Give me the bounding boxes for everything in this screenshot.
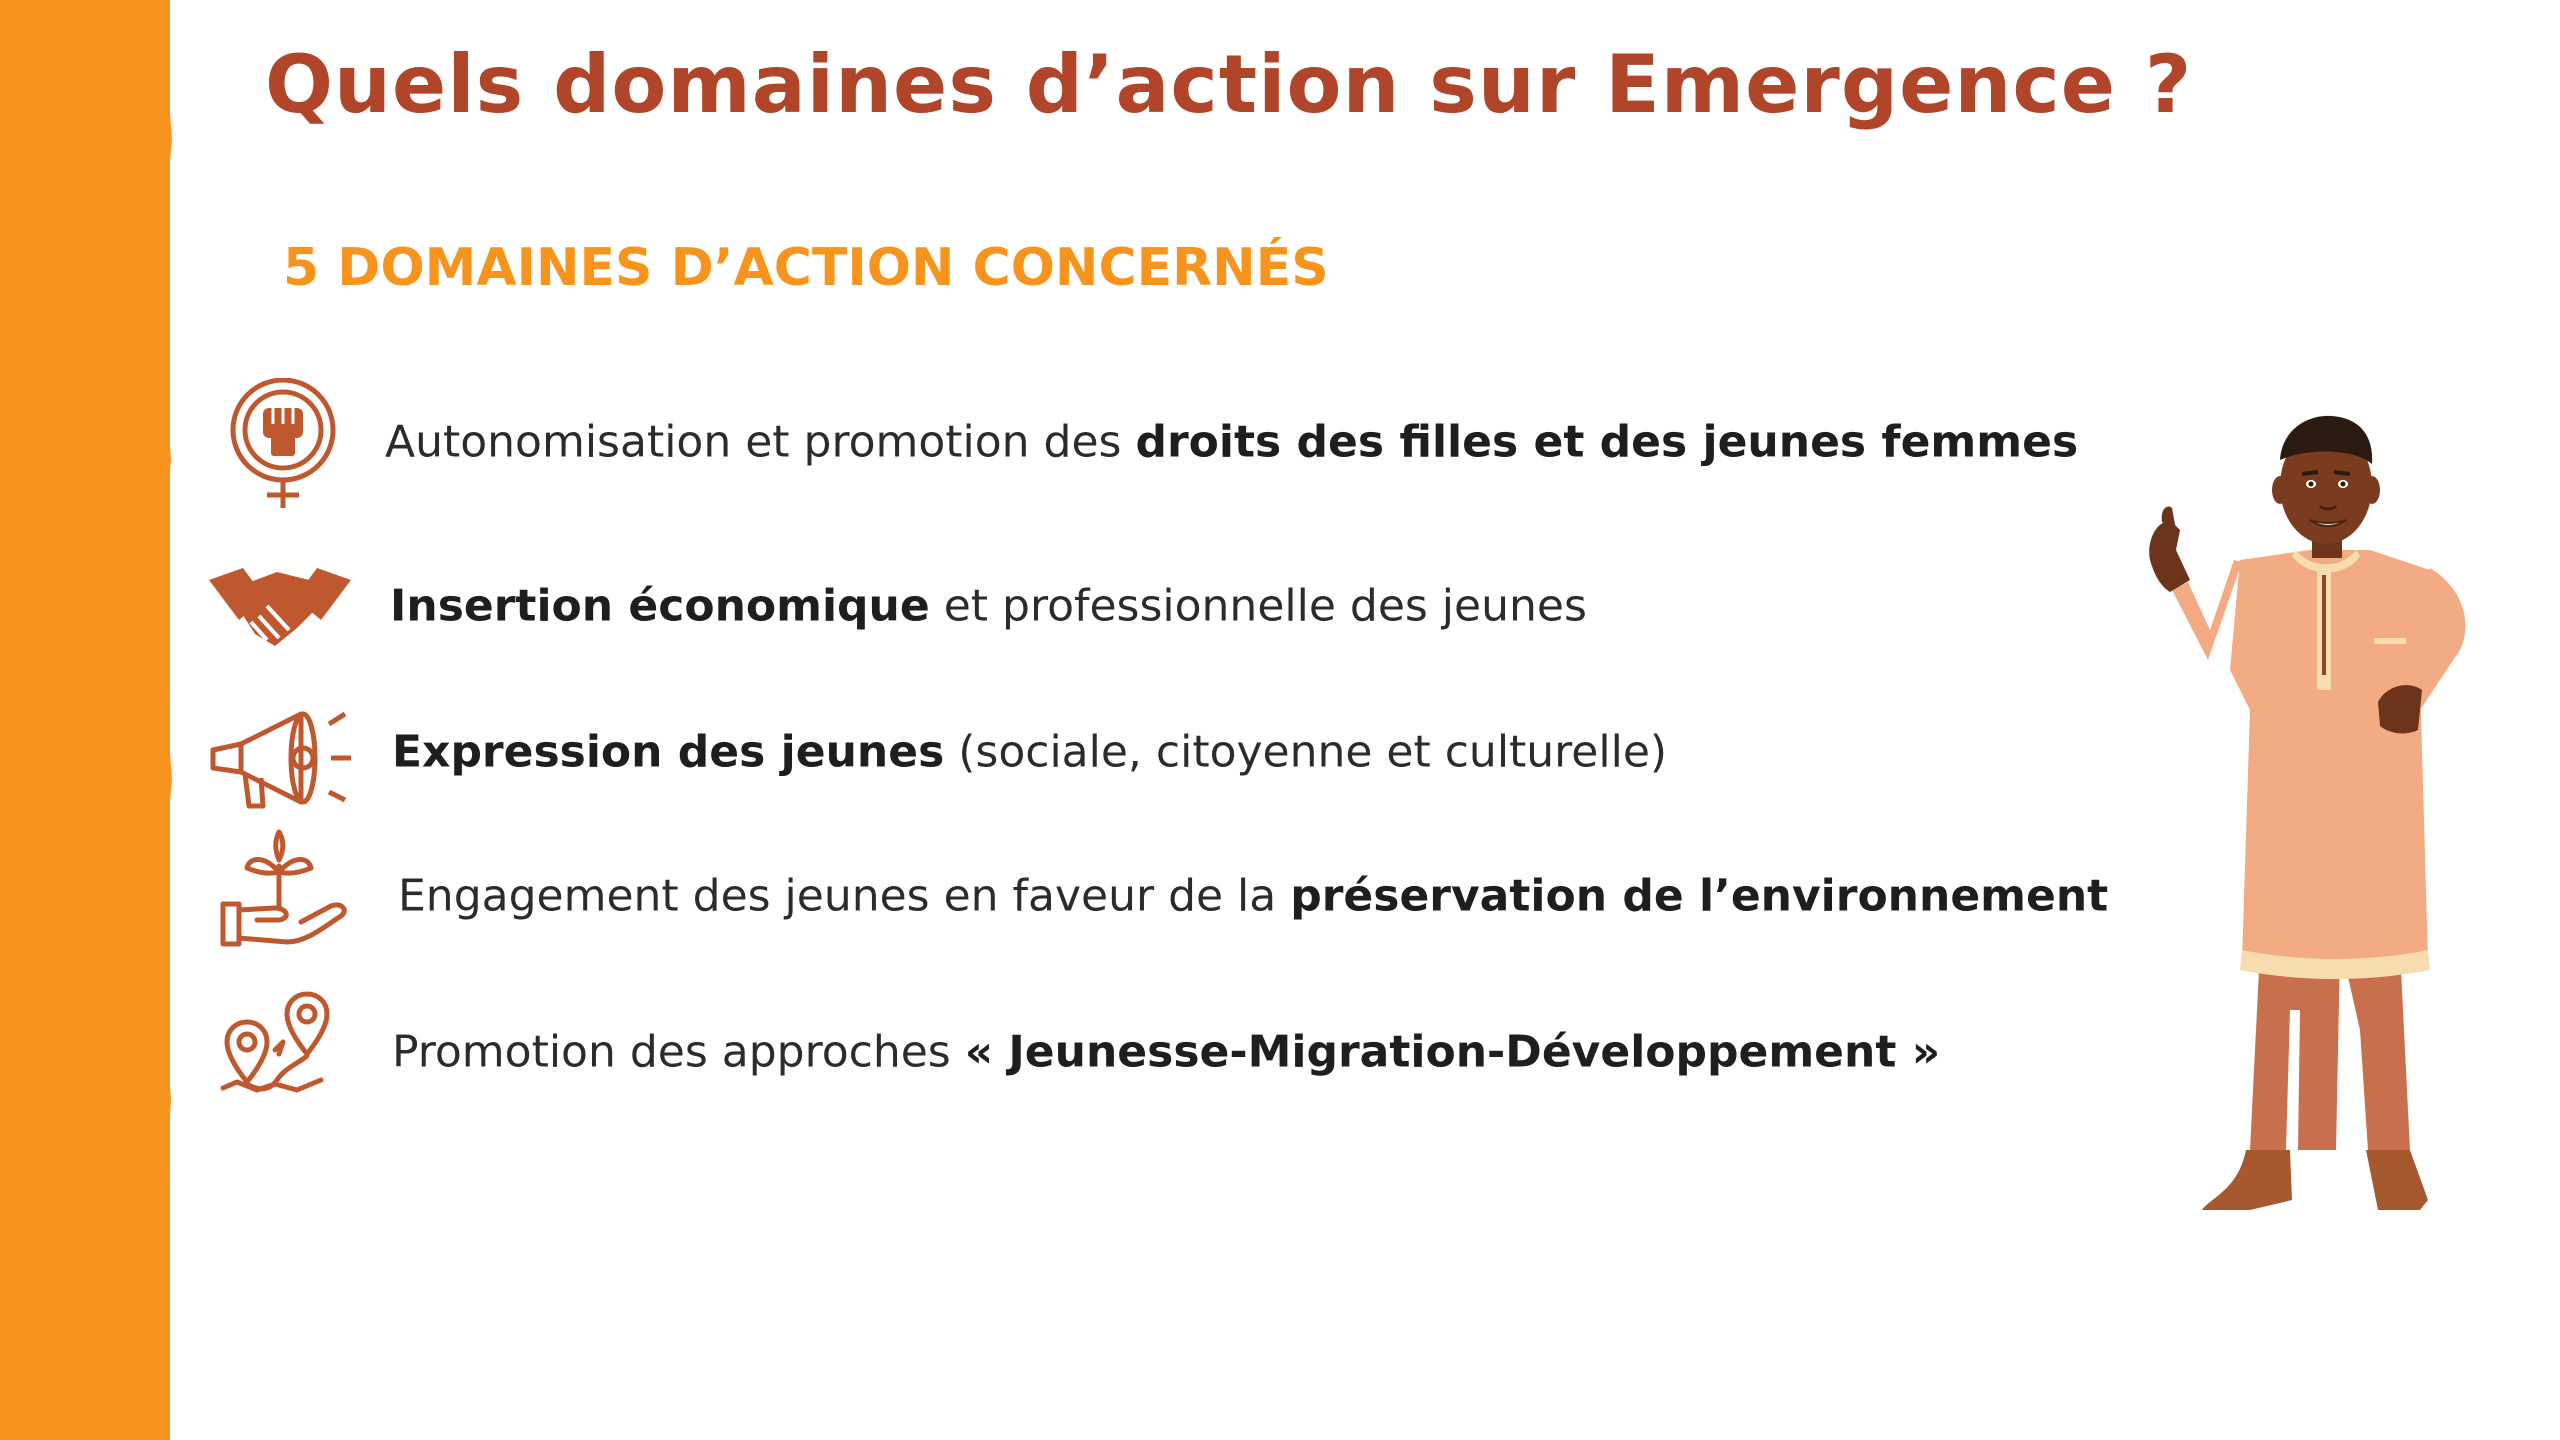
domain-5-part-1: Promotion des approches (392, 1026, 965, 1078)
domain-item-4 (205, 826, 2165, 966)
domain-text-2 (390, 581, 1587, 632)
domain-1-part-1: Autonomisation et promotion des (385, 416, 1136, 468)
map-pins-route-icon (217, 984, 367, 1114)
domain-text-1 (385, 417, 2078, 468)
domain-3-part-1: Expression des jeunes (392, 726, 945, 778)
domain-text-3 (392, 727, 1667, 778)
domain-item-2 (205, 536, 2165, 676)
domain-item-3 (205, 682, 2165, 822)
slide-title: Quels domaines d’action sur Emergence ? (265, 38, 2193, 131)
domain-4-part-2: préservation de l’environnement (1290, 870, 2109, 922)
domain-5-part-2: « Jeunesse-Migration-Développement » (964, 1026, 1941, 1078)
domain-1-part-2: droits des filles et des jeunes femmes (1135, 416, 2079, 468)
domain-text-5 (392, 1027, 1940, 1078)
domain-3-part-2: (sociale, citoyenne et culturelle) (944, 726, 1668, 778)
megaphone-icon (205, 688, 355, 818)
feminist-fist-icon (215, 378, 365, 508)
domain-item-5 (205, 982, 2165, 1122)
domain-2-part-1: Insertion économique (390, 580, 930, 632)
handshake-icon (205, 550, 355, 680)
domain-text-4 (398, 871, 2108, 922)
man-illustration (2110, 410, 2530, 1230)
domain-4-part-1: Engagement des jeunes en faveur de la (398, 870, 1291, 922)
hand-plant-icon (217, 826, 367, 956)
domain-2-part-2: et professionnelle des jeunes (929, 580, 1587, 632)
brush-edge (154, 0, 184, 1440)
side-band (0, 0, 170, 1440)
slide-subtitle: 5 DOMAINES D’ACTION CONCERNÉS (283, 238, 1329, 298)
domain-item-1 (205, 372, 2165, 512)
